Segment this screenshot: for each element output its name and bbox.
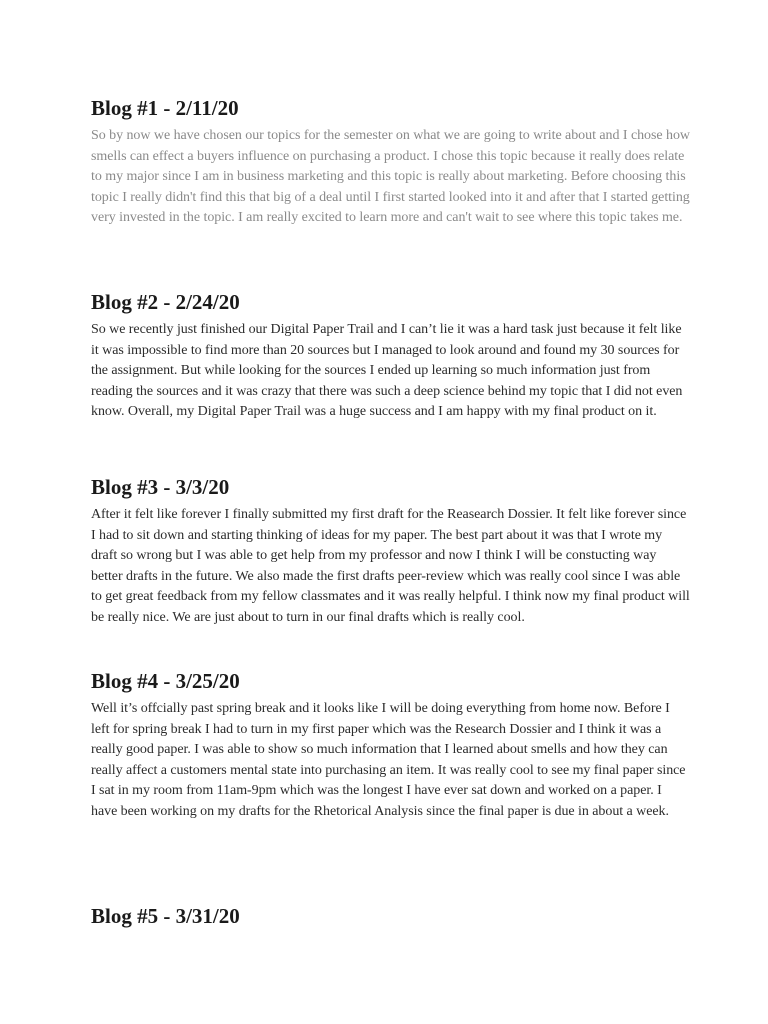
blog-entry-3: [91, 475, 691, 629]
blog-title: Blog #4 - 3/25/20: [91, 669, 240, 693]
blog-title: Blog #2 - 2/24/20: [91, 290, 240, 314]
blog-title: Blog #5 - 3/31/20: [91, 904, 240, 928]
blog-entry-4: [91, 669, 691, 823]
blog-entry-1: [91, 96, 691, 229]
blog-title: Blog #1 - 2/11/20: [91, 96, 239, 120]
blog-body: After it felt like forever I finally submitted my first draft for the Reasearch Dossier. It felt like forever since I had to sit down and starting thinking of ideas for my paper. The best part about it was that I wrote my draft so wrong but I was able to get help from my professor and now I think I will be constucting way better drafts in the future. We also made the first drafts peer-review which was really cool since I was able to get great feedback from my fellow classmates and it was really helpful. I think now my final product will be really nice. We are just about to turn in our final drafts which is really cool.: [91, 507, 690, 625]
blog-body: Well it’s offcially past spring break and it looks like I will be doing everything from home now. Before I left for spring break I had to turn in my first paper which was the Research Dossier and I think it was a really good paper. I was able to show so much information that I learned about smells and how they can really affect a customers mental state into purchasing an item. It was really cool to see my final paper since I sat in my room from 11am-9pm which was the longest I have ever sat down and worked on a paper. I have been working on my drafts for the Rhetorical Analysis since the final paper is due in about a week.: [91, 701, 686, 819]
blog-body: So by now we have chosen our topics for the semester on what we are going to write about and I chose how smells can effect a buyers influence on purchasing a product. I chose this topic because it really does relate to my major since I am in business marketing and this topic is really about marketing. Before choosing this topic I really didn't find this that big of a deal until I first started looked into it and after that I started getting very invested in the topic. I am really excited to learn more and can't wait to see where this topic takes me.: [91, 128, 690, 226]
blog-entry-5: [91, 904, 691, 934]
blog-entry-2: [91, 290, 691, 423]
blog-body: So we recently just finished our Digital Paper Trail and I can’t lie it was a hard task just because it felt like it was impossible to find more than 20 sources but I managed to look around and found my 30 sources for the assignment. But while looking for the sources I ended up learning so much information just from reading the sources and it was crazy that there was such a deep science behind my topic that I did not even know. Overall, my Digital Paper Trail was a huge success and I am happy with my final product on it.: [91, 322, 683, 420]
blog-title: Blog #3 - 3/3/20: [91, 475, 230, 499]
